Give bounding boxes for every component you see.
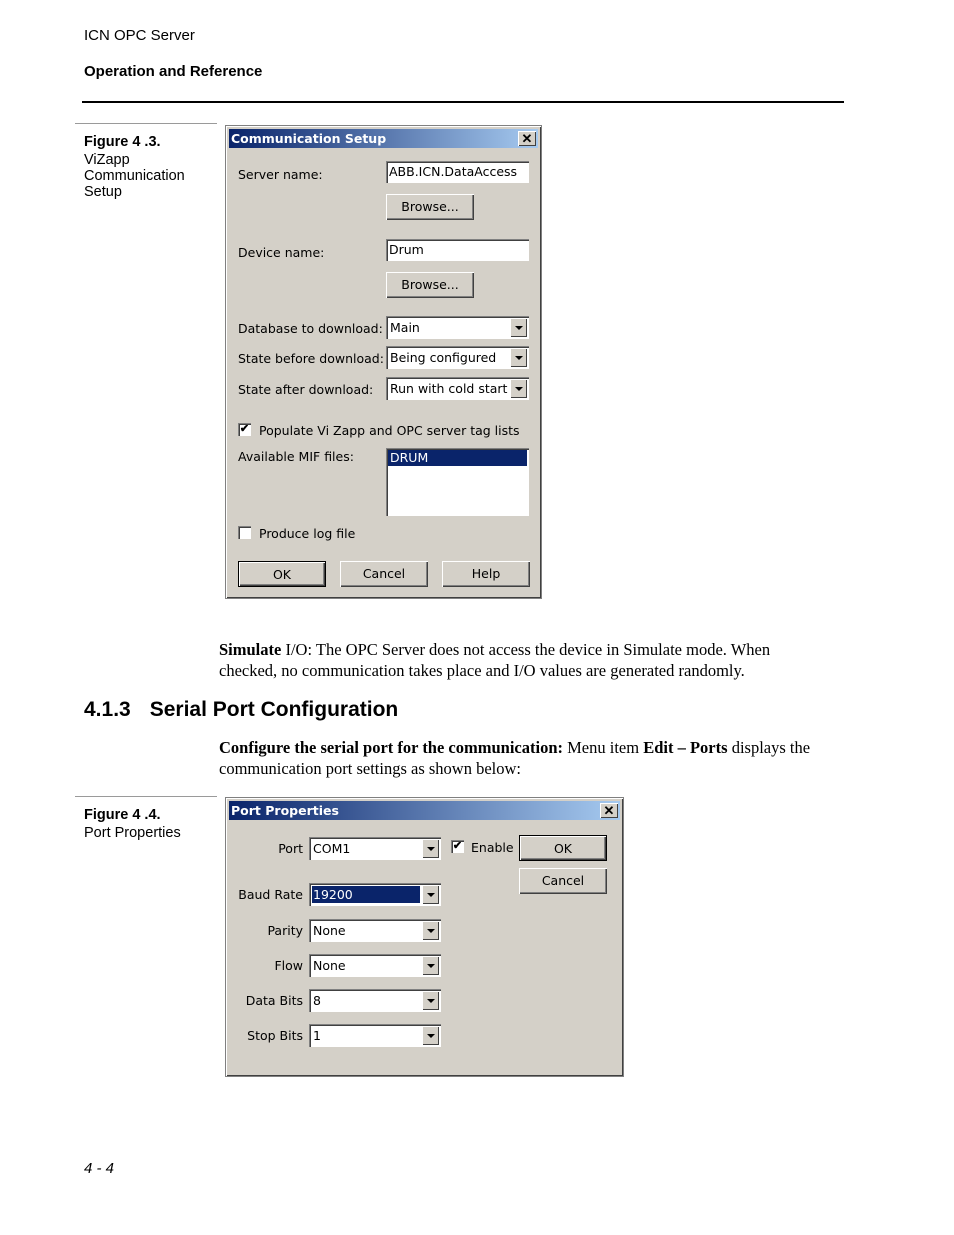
port-value: COM1 [313,841,351,856]
caption-line: ViZapp [84,152,130,168]
header-rule [82,101,844,103]
section-number: 4.1.3 [84,698,131,721]
chevron-down-icon[interactable] [422,885,439,904]
data-bits-value: 8 [313,993,321,1008]
database-value: Main [390,320,420,335]
chevron-down-icon[interactable] [510,379,527,398]
state-before-label: State before download: [238,351,384,366]
state-before-value: Being configured [390,350,497,365]
configure-lead: Configure the serial port for the communication: [219,738,564,757]
ok-button[interactable]: OK [238,561,326,587]
caption-line: Port Properties [84,825,181,841]
close-icon[interactable]: ✕ [518,131,536,146]
help-button[interactable]: Help [442,561,530,587]
figure-caption-rule [75,796,217,797]
baud-rate-value: 19200 [312,886,420,903]
ok-button[interactable]: OK [519,835,607,861]
data-bits-select[interactable] [309,989,441,1012]
parity-value: None [313,923,346,938]
page-number: 4 - 4 [84,1160,115,1177]
flow-value: None [313,958,346,973]
figure-4-caption-title: Figure 4 .4. [84,807,161,823]
menu-path: Edit – Ports [643,738,728,757]
figure-3-caption-title: Figure 4 .3. [84,134,161,150]
flow-label: Flow [274,958,303,973]
communication-setup-dialog [225,125,542,599]
simulate-paragraph [219,639,829,681]
figure-4-caption-body [84,825,181,841]
chevron-down-icon[interactable] [422,1026,439,1045]
figure-3-caption-body [84,152,185,200]
figure-caption-rule [75,123,217,124]
chevron-down-icon[interactable] [422,839,439,858]
produce-log-label: Produce log file [259,526,356,541]
device-name-label: Device name: [238,245,325,260]
populate-label: Populate Vi Zapp and OPC server tag lists [259,423,520,438]
database-label: Database to download: [238,321,383,336]
port-properties-dialog [225,797,624,1077]
chevron-down-icon[interactable] [422,956,439,975]
database-select[interactable] [386,316,529,339]
dialog-titlebar[interactable] [229,801,620,820]
stop-bits-label: Stop Bits [247,1028,303,1043]
stop-bits-select[interactable] [309,1024,441,1047]
data-bits-label: Data Bits [245,993,303,1008]
flow-select[interactable] [309,954,441,977]
enable-checkbox[interactable]: ✔ [452,840,463,852]
port-label: Port [278,841,303,856]
caption-line: Setup [84,184,122,200]
close-icon[interactable]: ✕ [600,803,618,818]
running-header-subtitle: Operation and Reference [84,63,263,80]
mif-files-label: Available MIF files: [238,449,354,464]
state-before-select[interactable] [386,346,529,369]
enable-label: Enable [471,840,514,855]
cancel-button[interactable]: Cancel [340,561,428,587]
browse-server-button[interactable]: Browse... [386,194,474,220]
caption-line: Communication [84,168,185,184]
mif-files-list[interactable] [386,448,529,516]
device-name-input[interactable]: Drum [386,239,529,261]
chevron-down-icon[interactable] [510,318,527,337]
list-item[interactable]: DRUM [388,450,527,466]
chevron-down-icon[interactable] [510,348,527,367]
configure-text: Menu item [563,738,644,757]
running-header-title: ICN OPC Server [84,27,195,44]
section-heading [84,698,398,722]
chevron-down-icon[interactable] [422,991,439,1010]
stop-bits-value: 1 [313,1028,321,1043]
configure-text: displays the communication port settings as shown below: [219,738,811,778]
parity-select[interactable] [309,919,441,942]
populate-checkbox[interactable]: ✔ [239,423,250,435]
state-after-value: Run with cold start [390,381,508,396]
simulate-text: I/O: The OPC Server does not access the device in Simulate mode. When checked, no communication takes place and I/O values are generated randomly. [219,640,771,680]
baud-rate-select[interactable] [309,883,441,906]
server-name-input[interactable]: ABB.ICN.DataAccess [386,161,529,183]
produce-log-checkbox[interactable] [238,526,251,539]
dialog-title: Port Properties [231,803,339,818]
simulate-term: Simulate [219,640,282,659]
parity-label: Parity [267,923,303,938]
state-after-select[interactable] [386,377,529,400]
chevron-down-icon[interactable] [422,921,439,940]
state-after-label: State after download: [238,382,374,397]
baud-rate-label: Baud Rate [238,887,303,902]
cancel-button[interactable]: Cancel [519,868,607,894]
server-name-label: Server name: [238,167,323,182]
port-select[interactable] [309,837,441,860]
dialog-titlebar[interactable] [229,129,538,148]
section-title: Serial Port Configuration [149,698,399,721]
browse-device-button[interactable]: Browse... [386,272,474,298]
dialog-title: Communication Setup [231,131,387,146]
configure-paragraph [219,737,849,779]
